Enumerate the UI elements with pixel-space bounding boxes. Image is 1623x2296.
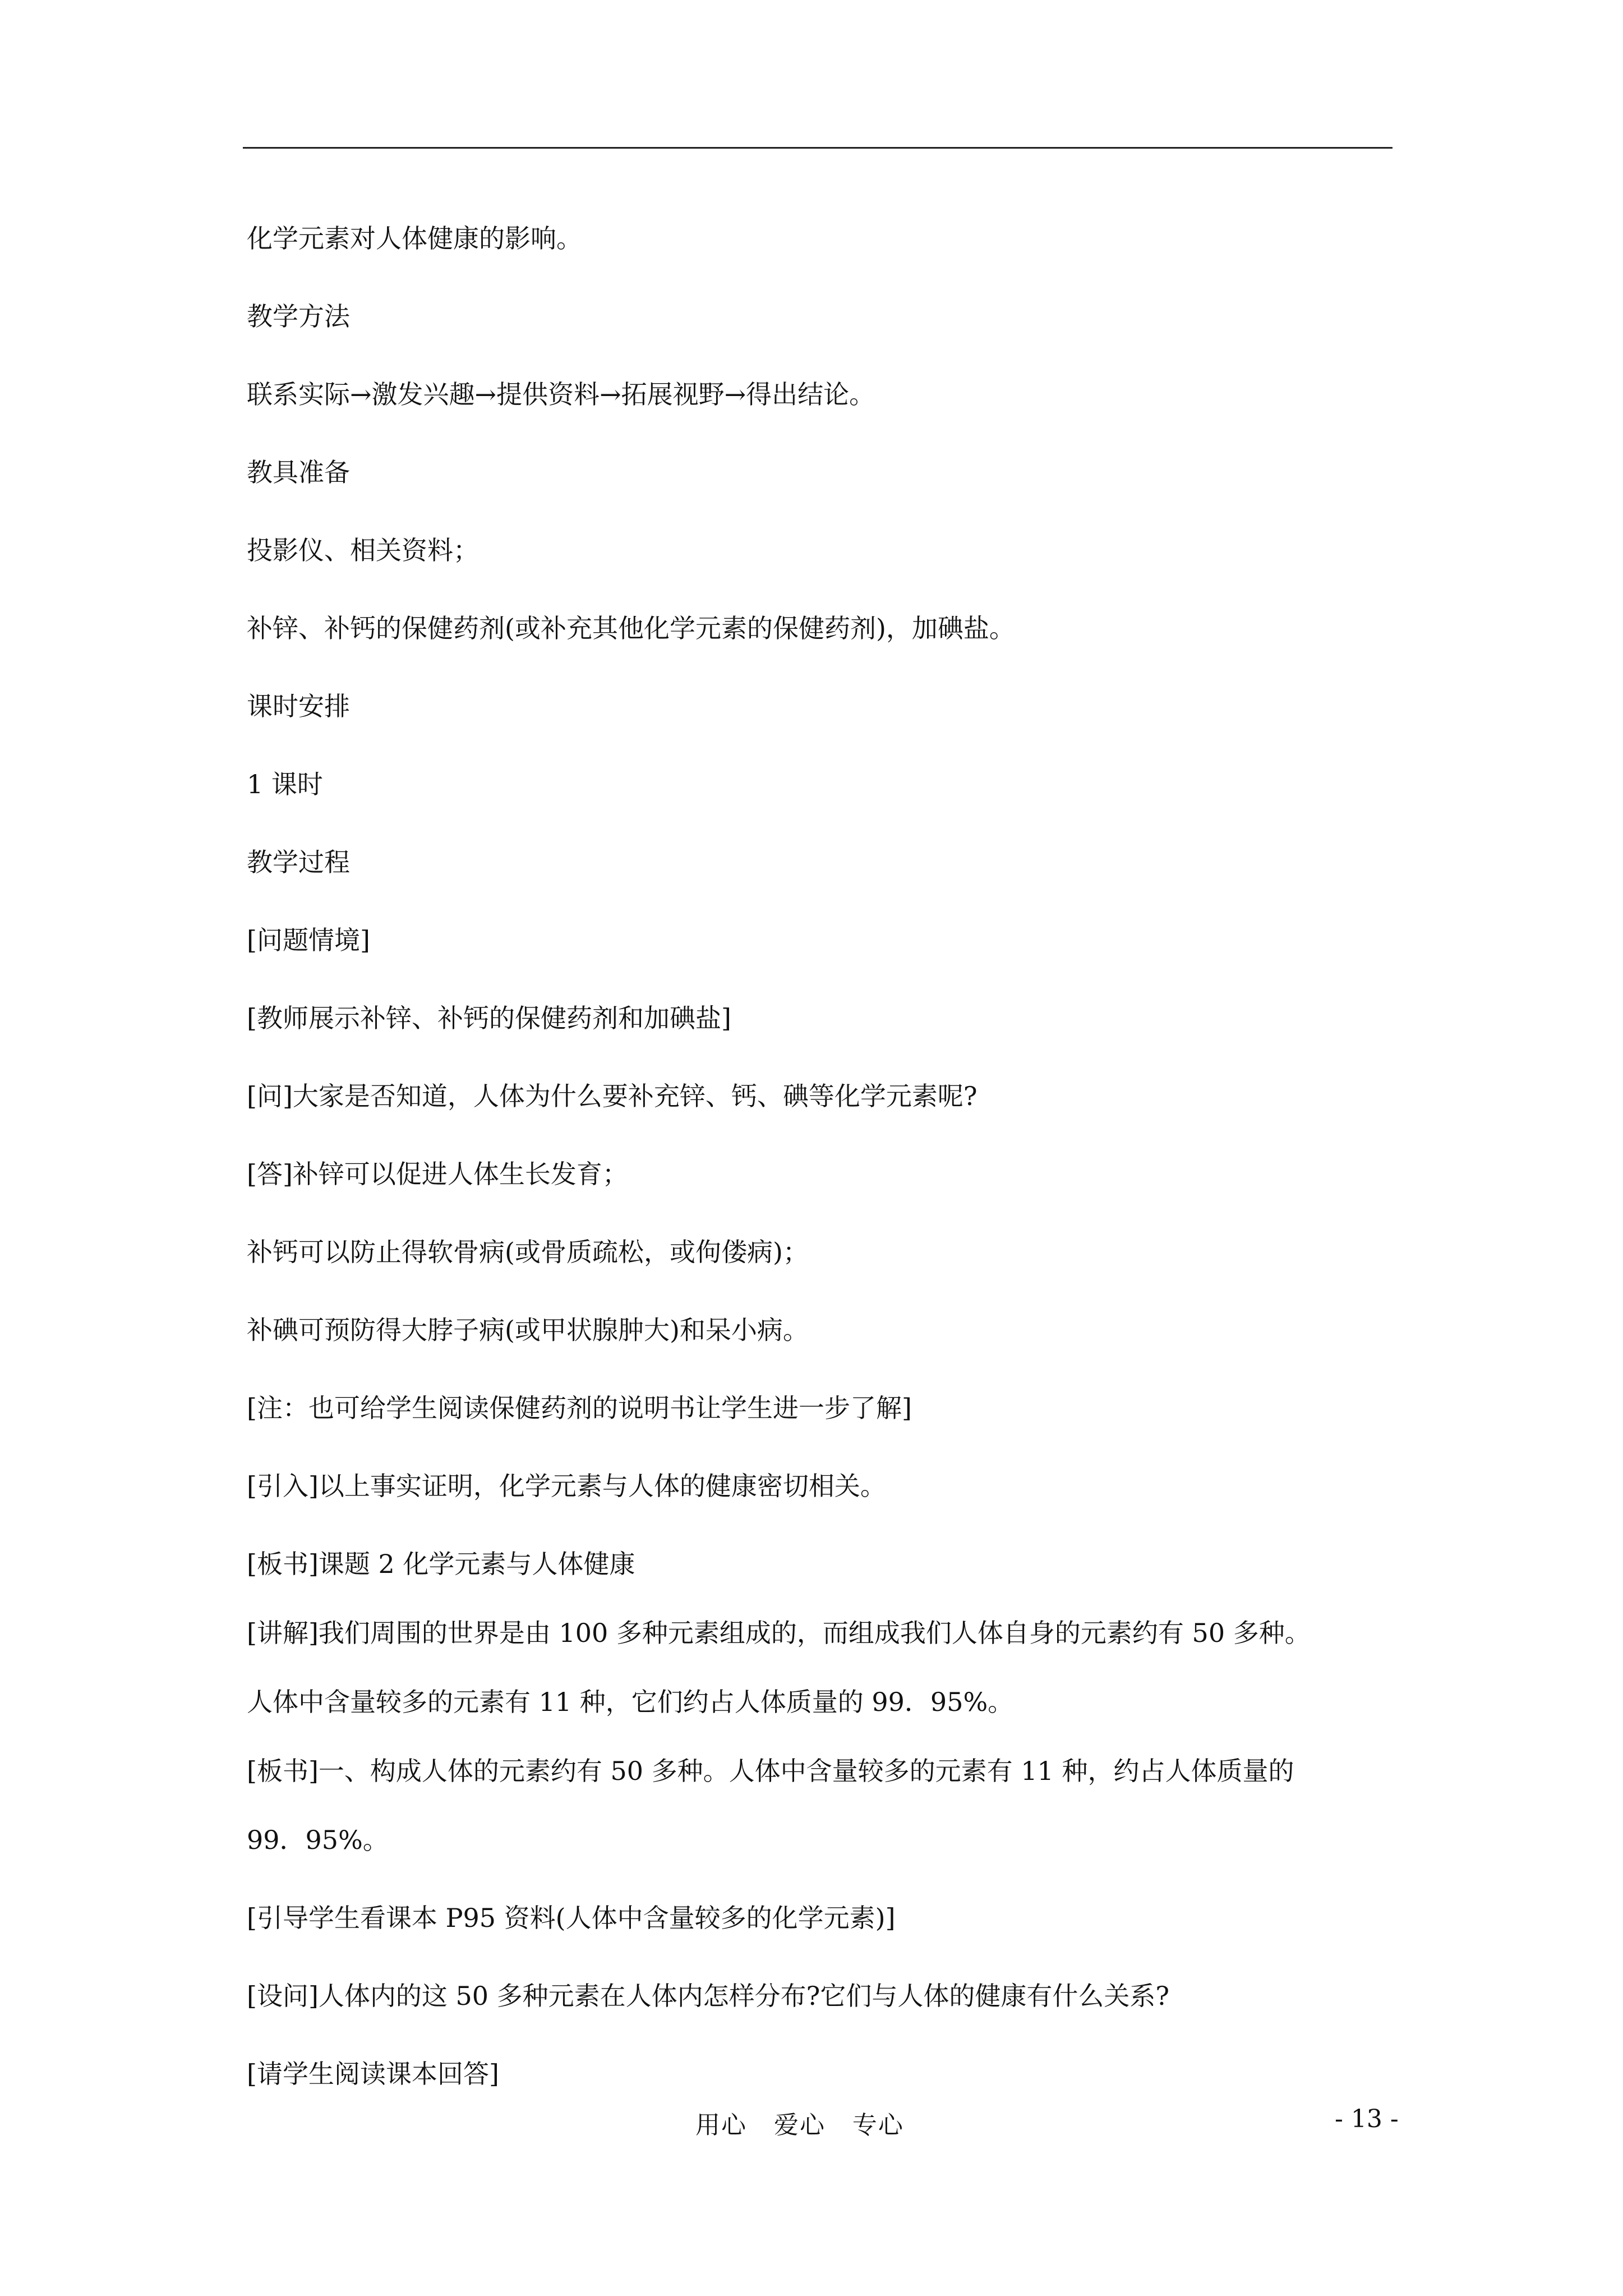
paragraph: [教师展示补锌、补钙的保健药剂和加碘盐] [247, 1003, 731, 1033]
paragraph: [问题情境] [247, 925, 370, 955]
paragraph: [答]补锌可以促进人体生长发育； [247, 1159, 628, 1189]
paragraph: 1 课时 [247, 769, 323, 799]
paragraph: [板书]课题 2 化学元素与人体健康 [247, 1549, 635, 1579]
section-heading: 教学过程 [247, 847, 350, 877]
document-body [247, 200, 1394, 2113]
paragraph: 补锌、补钙的保健药剂(或补充其他化学元素的保健药剂)，加碘盐。 [247, 613, 1015, 643]
header-rule [243, 147, 1393, 149]
section-heading: 教具准备 [247, 457, 350, 487]
paragraph: [讲解]我们周围的世界是由 100 多种元素组成的，而组成我们人体自身的元素约有 50 多种。 [247, 1618, 1311, 1648]
section-heading: 课时安排 [247, 691, 350, 721]
paragraph: [引导学生看课本 P95 资料(人体中含量较多的化学元素)] [247, 1903, 896, 1933]
paragraph: [板书]一、构成人体的元素约有 50 多种。人体中含量较多的元素有 11 种，约占人体质量的 [247, 1756, 1294, 1786]
paragraph: 补钙可以防止得软骨病(或骨质疏松，或佝偻病)； [247, 1237, 809, 1267]
paragraph: [请学生阅读课本回答] [247, 2059, 499, 2089]
paragraph: 化学元素对人体健康的影响。 [247, 223, 582, 254]
paragraph: [引入]以上事实证明，化学元素与人体的健康密切相关。 [247, 1471, 886, 1501]
paragraph: 人体中含量较多的元素有 11 种，它们约占人体质量的 99．95%。 [247, 1687, 1014, 1717]
footer-motto: 用心 爱心 专心 [695, 2111, 904, 2139]
paragraph: 联系实际→激发兴趣→提供资料→拓展视野→得出结论。 [247, 379, 875, 409]
paragraph: [注：也可给学生阅读保健药剂的说明书让学生进一步了解] [247, 1393, 912, 1423]
paragraph: 补碘可预防得大脖子病(或甲状腺肿大)和呆小病。 [247, 1315, 809, 1345]
section-heading: 教学方法 [247, 301, 350, 332]
paragraph: [问]大家是否知道，人体为什么要补充锌、钙、碘等化学元素呢? [247, 1081, 978, 1111]
paragraph: 99．95%。 [247, 1825, 389, 1855]
paragraph: [设问]人体内的这 50 多种元素在人体内怎样分布?它们与人体的健康有什么关系? [247, 1981, 1169, 2011]
paragraph: 投影仪、相关资料； [247, 535, 479, 565]
page-number: - 13 - [1335, 2105, 1399, 2133]
